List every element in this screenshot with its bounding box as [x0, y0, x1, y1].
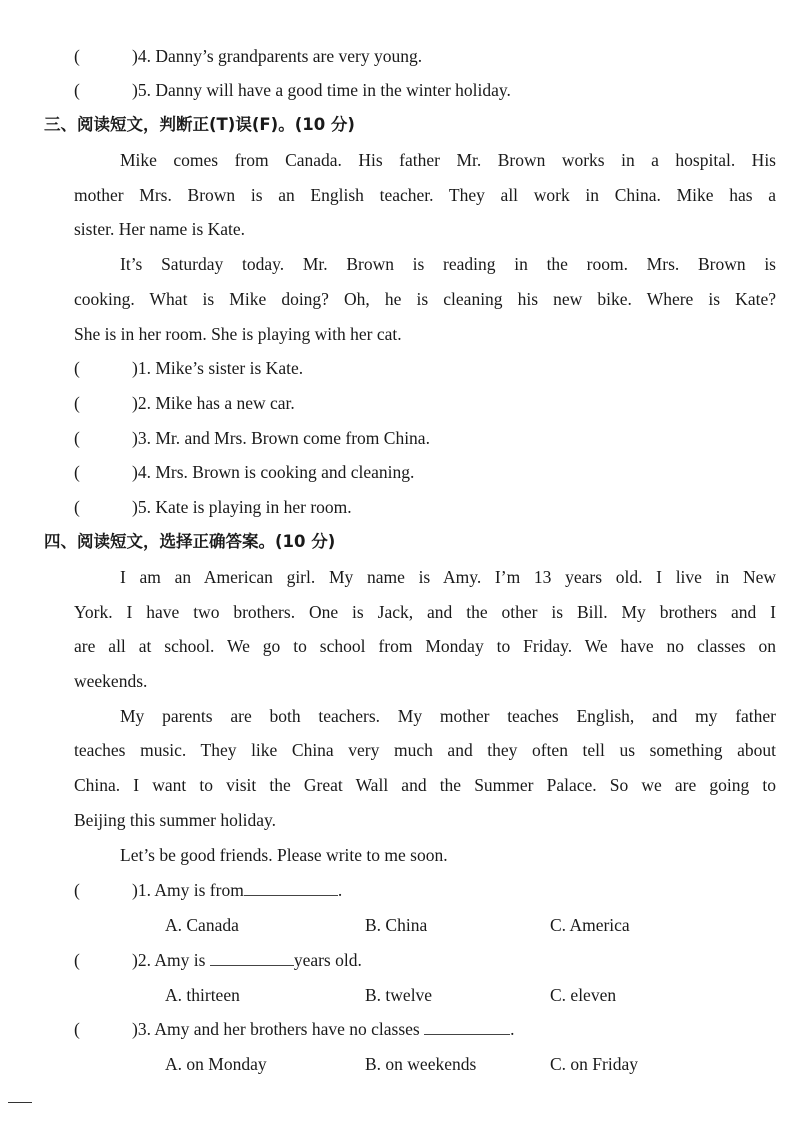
fill-blank[interactable] — [244, 881, 338, 896]
option-a[interactable]: A. thirteen — [165, 985, 240, 1005]
question-text: Kate is playing in her room. — [155, 497, 352, 517]
passage-line: I am an American girl. My name is Amy. I’m 13 years old. I live in New — [120, 567, 776, 587]
question-text: Danny will have a good time in the winter holiday. — [155, 80, 511, 100]
question-row: ( )5. Danny will have a good time in the winter holiday. — [74, 80, 511, 100]
question-text: Mike has a new car. — [155, 393, 295, 413]
answer-paren-open[interactable]: ( — [74, 462, 80, 482]
question-text: Amy is — [154, 950, 206, 970]
option-c[interactable]: C. America — [550, 915, 630, 935]
passage-line: teaches music. They like China very much and they often tell us something about — [74, 740, 776, 760]
option-b[interactable]: B. twelve — [365, 985, 433, 1005]
question-text: Amy and her brothers have no classes — [154, 1019, 420, 1039]
option-b[interactable]: B. China — [365, 915, 428, 935]
question-row: ( )1. Amy is from . — [74, 880, 343, 900]
passage-line: It’s Saturday today. Mr. Brown is reading in the room. Mrs. Brown is — [120, 254, 776, 274]
passage-line: cooking. What is Mike doing? Oh, he is cleaning his new bike. Where is Kate? — [74, 289, 776, 309]
passage-line: sister. Her name is Kate. — [74, 219, 246, 239]
section-title: 三、阅读短文，判断正(T)误(F)。(10 分) — [44, 115, 355, 134]
question-text: Mr. and Mrs. Brown come from China. — [155, 428, 430, 448]
section-title: 四、阅读短文，选择正确答案。(10 分) — [44, 532, 336, 551]
question-text: Amy is from — [154, 880, 244, 900]
question-text: Mrs. Brown is cooking and cleaning. — [155, 462, 415, 482]
passage-line: Mike comes from Canada. His father Mr. Brown works in a hospital. His — [120, 150, 776, 170]
passage-line: My parents are both teachers. My mother teaches English, and my father — [120, 706, 776, 726]
answer-paren-open[interactable]: ( — [74, 393, 80, 413]
answer-paren-open[interactable]: ( — [74, 358, 80, 378]
question-text: Danny’s grandparents are very young. — [155, 46, 423, 66]
question-text: Mike’s sister is Kate. — [155, 358, 304, 378]
question-row: ( )3. Amy and her brothers have no classes . — [74, 1019, 515, 1039]
page-edge-mark — [8, 1102, 32, 1103]
fill-blank[interactable] — [424, 1020, 510, 1035]
passage-line: are all at school. We go to school from Monday to Friday. We have no classes on — [74, 636, 776, 656]
question-row: ( )2. Amy is years old. — [74, 950, 362, 970]
answer-paren-open[interactable]: ( — [74, 497, 80, 517]
question-row: ( )3. Mr. and Mrs. Brown come from China. — [74, 428, 430, 448]
question-row: ( )1. Mike’s sister is Kate. — [74, 358, 304, 378]
answer-paren-open[interactable]: ( — [74, 950, 80, 970]
question-row: ( )2. Mike has a new car. — [74, 393, 295, 413]
passage-line: China. I want to visit the Great Wall and the Summer Palace. So we are going to — [74, 775, 776, 795]
question-row: ( )5. Kate is playing in her room. — [74, 497, 352, 517]
option-b[interactable]: B. on weekends — [365, 1054, 477, 1074]
passage-line: She is in her room. She is playing with her cat. — [74, 324, 402, 344]
passage-line: Beijing this summer holiday. — [74, 810, 277, 830]
passage-line: Let’s be good friends. Please write to me soon. — [120, 845, 448, 865]
fill-blank[interactable] — [210, 951, 294, 966]
passage-line: mother Mrs. Brown is an English teacher. They all work in China. Mike has a — [74, 185, 776, 205]
option-a[interactable]: A. on Monday — [165, 1054, 267, 1074]
answer-paren-open[interactable]: ( — [74, 80, 80, 100]
option-a[interactable]: A. Canada — [165, 915, 239, 935]
passage-line: York. I have two brothers. One is Jack, and the other is Bill. My brothers and I — [74, 602, 776, 622]
option-c[interactable]: C. on Friday — [550, 1054, 638, 1074]
passage-line: weekends. — [74, 671, 148, 691]
answer-paren-open[interactable]: ( — [74, 880, 80, 900]
answer-paren-open[interactable]: ( — [74, 1019, 80, 1039]
answer-paren-open[interactable]: ( — [74, 46, 80, 66]
question-row: ( )4. Mrs. Brown is cooking and cleaning. — [74, 462, 415, 482]
answer-paren-open[interactable]: ( — [74, 428, 80, 448]
question-row: ( )4. Danny’s grandparents are very young. — [74, 46, 423, 66]
option-c[interactable]: C. eleven — [550, 985, 617, 1005]
